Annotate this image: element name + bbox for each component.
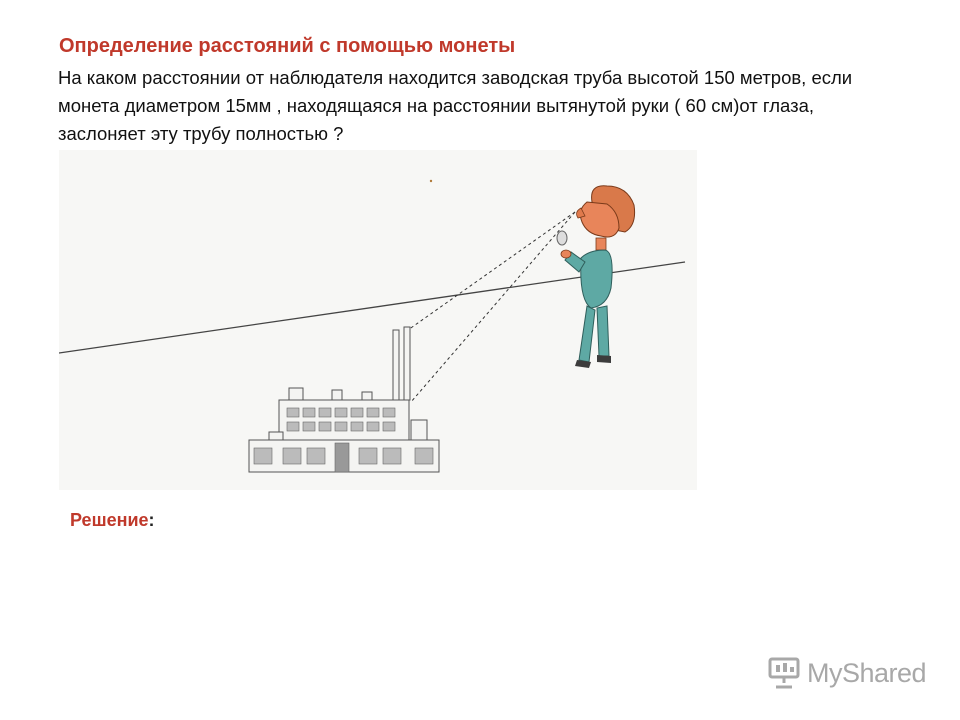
decorative-dot (430, 180, 432, 182)
solution-colon: : (148, 510, 155, 530)
illustration-drawing (59, 150, 697, 490)
problem-text: На каком расстоянии от наблюдателя находится заводская труба высотой 150 метров, если монета диаметром 15мм , находящаяся на расстоянии вытянутой руки ( 60 см)от глаза, заслоняет эту трубу полностью ? (58, 67, 853, 144)
slide-title: Определение расстояний с помощью монеты (59, 35, 516, 57)
coin-icon (557, 231, 567, 245)
solution-heading (70, 510, 155, 531)
solution-label: Решение (70, 510, 149, 530)
observer-figure-icon (561, 186, 635, 368)
watermark-text: MyShared (807, 657, 927, 688)
sight-line-top (408, 212, 575, 330)
watermark[interactable] (767, 655, 926, 691)
presentation-board-icon (767, 656, 801, 690)
illustration-panel (59, 150, 697, 490)
sight-line-bottom (411, 212, 575, 402)
